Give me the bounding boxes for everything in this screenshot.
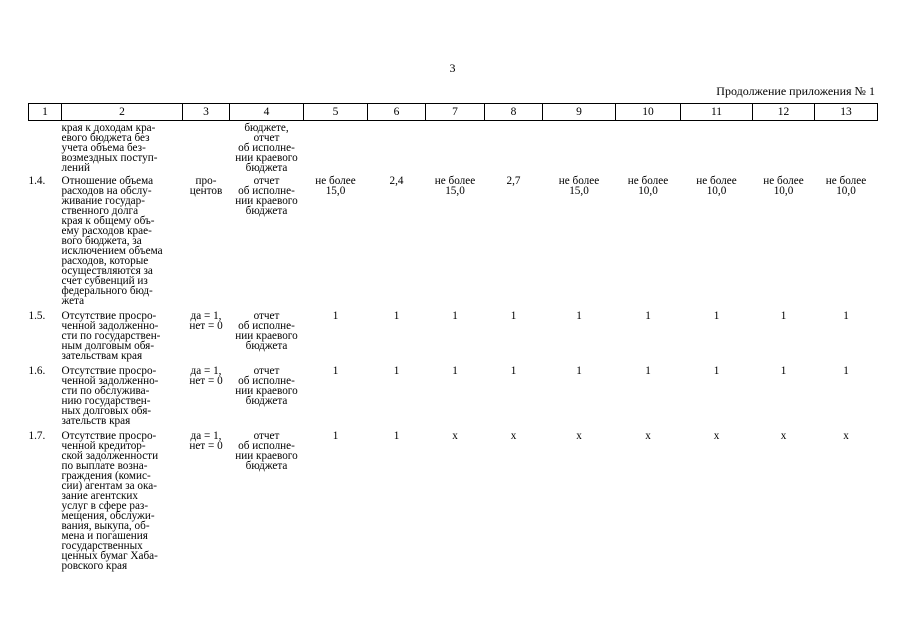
value-cell: х	[713, 430, 720, 442]
table-row	[29, 121, 878, 174]
value-cell: 1	[645, 365, 651, 377]
value-cell: не более 10,0	[696, 175, 737, 197]
unit-cell	[183, 121, 230, 174]
value-cell: не более 15,0	[315, 175, 356, 197]
value-cell: 1	[332, 310, 339, 322]
header-cell: 2	[62, 104, 183, 121]
unit-cell: да = 1, нет = 0	[189, 430, 223, 452]
value-cell	[815, 121, 878, 174]
value-cell: 1	[393, 310, 400, 322]
page-number: 3	[449, 61, 456, 75]
value-cell: 1	[645, 310, 651, 322]
header-cell: 13	[815, 104, 878, 121]
row-number: 1.7.	[28, 430, 46, 442]
value-cell: 1	[780, 310, 787, 322]
value-cell: х	[645, 430, 651, 442]
value-cell: 1	[393, 430, 400, 442]
value-cell: 1	[713, 365, 720, 377]
value-cell: 1	[576, 365, 582, 377]
value-cell: 1	[780, 365, 787, 377]
value-cell: не более 15,0	[434, 175, 476, 197]
indicator-name: Отсутствие просро- ченной задолженно- сти по обслужива- нию государствен- ных долговых обя- зательств края	[61, 365, 159, 427]
header-cell: 1	[29, 104, 62, 121]
row-number	[29, 121, 62, 174]
continuation-label: Продолжение приложения № 1	[716, 84, 875, 98]
source-cell: отчет об исполне- нии краевого бюджета	[235, 430, 298, 472]
value-cell: 1	[713, 310, 720, 322]
header-cell: 5	[304, 104, 368, 121]
value-cell: х	[780, 430, 787, 442]
row-number: 1.4.	[28, 175, 46, 187]
indicators-table	[28, 103, 878, 571]
unit-cell: да = 1, нет = 0	[189, 365, 223, 387]
unit-cell: про- центов	[189, 175, 223, 197]
header-cell: 9	[543, 104, 616, 121]
source-cell: бюджете, отчет об исполне- нии краевого бюджета	[235, 122, 298, 174]
value-cell: 1	[332, 365, 339, 377]
value-cell: 1	[510, 310, 517, 322]
header-cell: 7	[426, 104, 485, 121]
value-cell: 1	[843, 365, 849, 377]
value-cell: 1	[510, 365, 517, 377]
value-cell	[304, 121, 368, 174]
header-row	[29, 104, 878, 121]
value-cell	[681, 121, 753, 174]
header-cell: 3	[183, 104, 230, 121]
table-row	[29, 426, 878, 571]
value-cell	[485, 121, 543, 174]
value-cell: х	[843, 430, 849, 442]
header-cell: 12	[753, 104, 815, 121]
header-cell: 4	[230, 104, 304, 121]
header-cell: 6	[368, 104, 426, 121]
row-number: 1.5.	[28, 310, 46, 322]
value-cell	[426, 121, 485, 174]
row-number: 1.6.	[28, 365, 46, 377]
value-cell: 1	[393, 365, 400, 377]
value-cell: 1	[843, 310, 849, 322]
unit-cell: да = 1, нет = 0	[189, 310, 223, 332]
value-cell: 1	[452, 310, 458, 322]
source-cell: отчет об исполне- нии краевого бюджета	[235, 175, 298, 217]
value-cell	[368, 121, 426, 174]
value-cell: 1	[332, 430, 339, 442]
table-row	[29, 306, 878, 361]
value-cell: не более 10,0	[763, 175, 804, 197]
value-cell: не более 10,0	[825, 175, 867, 197]
value-cell: х	[452, 430, 458, 442]
table-row	[29, 173, 878, 306]
value-cell: не более 10,0	[627, 175, 669, 197]
indicator-name: Отношение объема расходов на обслу- живание государ- ственного долга края к общему объ- ему расходов крае- вого бюджета, за исключением объема расходов, которые осуществляются за счет субвенций из федерального бюд- жета	[61, 175, 163, 307]
source-cell: отчет об исполне- нии краевого бюджета	[235, 365, 298, 407]
table-row	[29, 361, 878, 426]
header-cell: 8	[485, 104, 543, 121]
value-cell: х	[576, 430, 582, 442]
indicator-name: края к доходам кра- евого бюджета без учета объема без- возмездных поступ- лений	[61, 122, 158, 174]
value-cell	[543, 121, 616, 174]
value-cell: не более 15,0	[558, 175, 600, 197]
header-cell: 10	[616, 104, 681, 121]
value-cell: х	[510, 430, 517, 442]
indicator-name: Отсутствие просро- ченной кредитор- ской задолженности по выплате возна- граждения (комис- сии) агентам за ока- зание агентских услуг в сфере раз- мещения, обслужи- вания, выкупа, об- мена и погашения государственных ценных бумаг Хаба- ровского края	[61, 430, 159, 572]
value-cell: 2,4	[389, 175, 404, 187]
value-cell: 1	[576, 310, 582, 322]
source-cell: отчет об исполне- нии краевого бюджета	[235, 310, 298, 352]
value-cell: 2,7	[506, 175, 521, 187]
value-cell	[753, 121, 815, 174]
indicator-name: Отсутствие просро- ченной задолженно- сти по государствен- ным долговым обя- зательствам края	[61, 310, 161, 362]
value-cell	[616, 121, 681, 174]
header-cell: 11	[681, 104, 753, 121]
value-cell: 1	[452, 365, 458, 377]
